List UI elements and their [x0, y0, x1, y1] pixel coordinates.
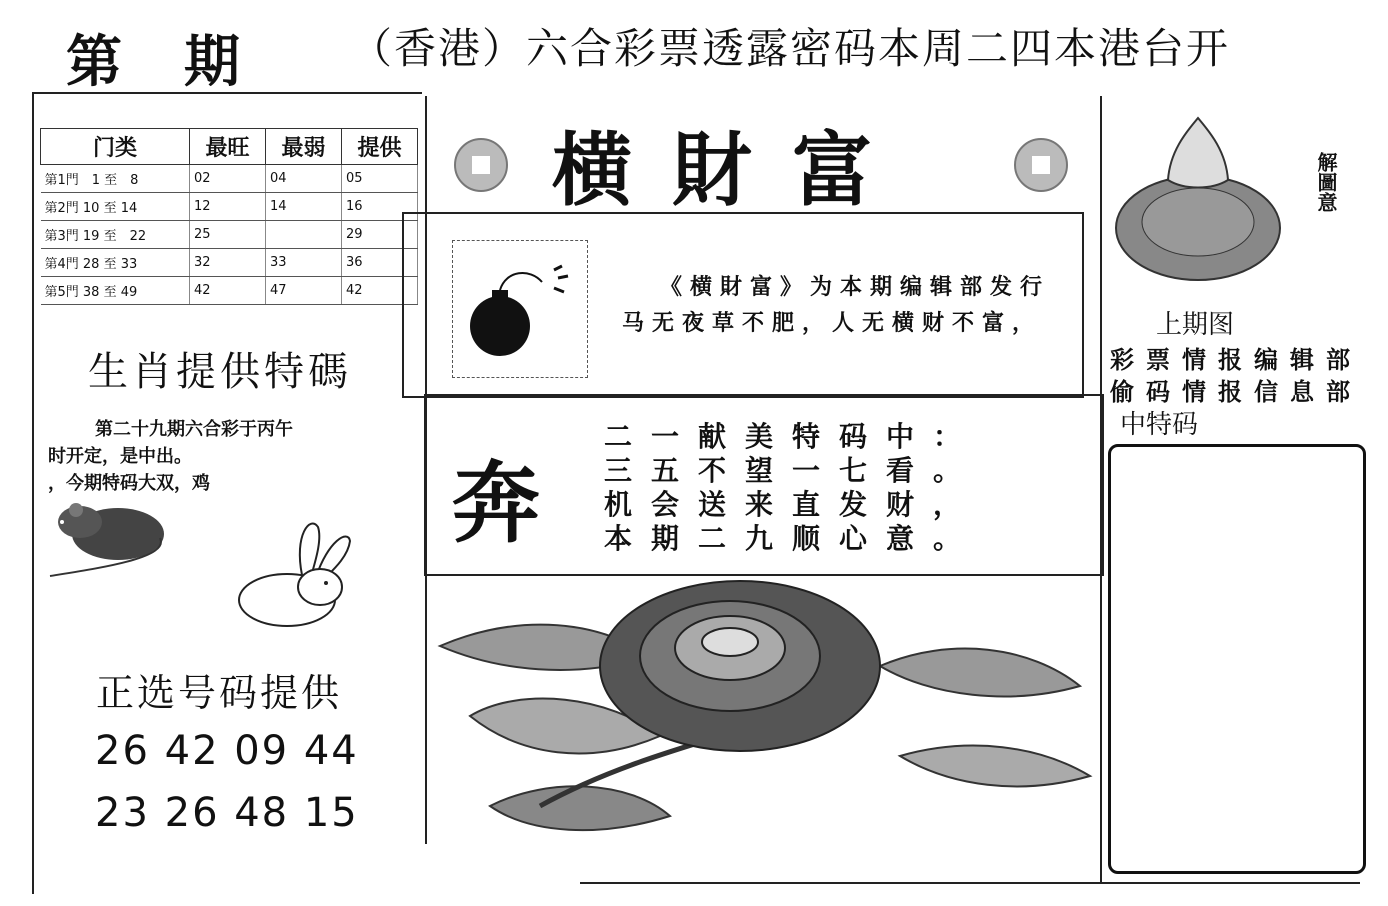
ben-character: 奔	[452, 452, 541, 555]
category-table	[40, 128, 418, 305]
coin-right-icon	[1012, 136, 1070, 194]
table-cell: 第2門 10 至 14	[41, 193, 190, 221]
zodiac-text-1: 第二十九期六合彩于丙午	[95, 419, 293, 440]
picks-row-1: 26 42 09 44	[95, 728, 359, 774]
rat-illustration	[40, 498, 170, 583]
table-row	[41, 277, 418, 305]
table-cell: 42	[342, 277, 418, 305]
table-cell: 29	[342, 221, 418, 249]
dept-1: 彩票情报编辑部	[1110, 345, 1362, 374]
dept-2: 偷码情报信息部	[1110, 377, 1362, 406]
zodiac-text-3: ，今期特码大双，鸡	[48, 473, 210, 494]
issue-right-char: 期	[184, 29, 302, 95]
intro-line-1: 《横財富》为本期编辑部发行	[660, 274, 1051, 300]
vertical-label: 解圖意	[1314, 152, 1338, 212]
table-cell: 05	[342, 165, 418, 193]
table-row	[41, 221, 418, 249]
picks-row-2: 23 26 48 15	[95, 790, 359, 836]
page-title: （香港）六合彩票透露密码本周二四本港台开	[350, 24, 1231, 73]
poem-lines	[604, 420, 980, 556]
table-cell: 47	[266, 277, 342, 305]
table-cell	[266, 221, 342, 249]
intro-line-2: 马无夜草不肥，人无横财不富，	[622, 310, 1043, 336]
poem-line-4: 本期二九顺心意。	[604, 522, 981, 555]
table-cell: 14	[266, 193, 342, 221]
col-header-provided: 提供	[342, 129, 418, 165]
table-row	[41, 165, 418, 193]
issue-left-char: 第	[66, 29, 184, 95]
special-code-box	[1108, 444, 1366, 874]
poem-line-3: 机会送来直发财，	[604, 488, 981, 521]
issue-label	[66, 18, 302, 98]
table-cell: 32	[190, 249, 266, 277]
poem-line-1: 二一献美特码中：	[604, 420, 981, 453]
bomb-icon	[462, 256, 582, 366]
rabbit-illustration	[232, 515, 362, 630]
table-cell: 第5門 38 至 49	[41, 277, 190, 305]
table-cell: 02	[190, 165, 266, 193]
special-code-label: 中特码	[1120, 410, 1199, 440]
table-cell: 04	[266, 165, 342, 193]
lotus-illustration	[1108, 110, 1288, 290]
last-issue-label: 上期图	[1156, 310, 1235, 340]
zodiac-text-2: 时开定，是中出。	[48, 446, 192, 467]
table-row	[41, 249, 418, 277]
bottom-frame-line	[580, 882, 1360, 884]
col-header-coldest: 最弱	[266, 129, 342, 165]
table-cell: 33	[266, 249, 342, 277]
table-cell: 第1門 1 至 8	[41, 165, 190, 193]
table-cell: 第3門 19 至 22	[41, 221, 190, 249]
poem-line-2: 三五不望一七看。	[604, 454, 981, 487]
table-cell: 36	[342, 249, 418, 277]
zodiac-heading: 生肖提供特碼	[88, 349, 352, 395]
picks-heading: 正选号码提供	[96, 671, 343, 715]
col-header-category: 门类	[41, 129, 190, 165]
table-cell: 12	[190, 193, 266, 221]
table-cell: 42	[190, 277, 266, 305]
table-header-row	[41, 129, 418, 165]
rose-illustration	[430, 576, 1095, 846]
table-cell: 25	[190, 221, 266, 249]
table-cell: 16	[342, 193, 418, 221]
center-title: 横財富	[552, 123, 912, 217]
table-row	[41, 193, 418, 221]
table-cell: 第4門 28 至 33	[41, 249, 190, 277]
col-header-hottest: 最旺	[190, 129, 266, 165]
coin-left-icon	[452, 136, 510, 194]
